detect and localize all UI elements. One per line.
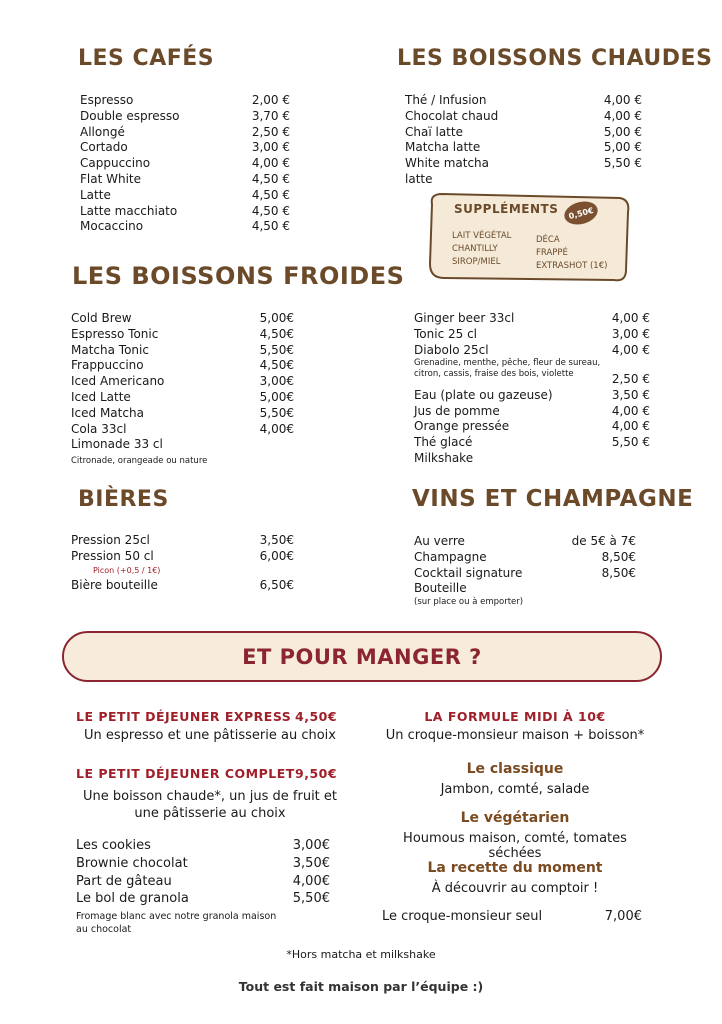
item-price: 2,50 € — [611, 372, 650, 386]
supplement-item: LAIT VÉGÉTAL — [452, 231, 512, 241]
item-price: 4,50 € — [251, 203, 290, 218]
item-name: Thé / Infusion — [405, 93, 487, 107]
menu-item — [405, 140, 642, 156]
menu-item — [80, 156, 290, 172]
item-price: 4,00 € — [611, 342, 650, 357]
menu-item — [71, 343, 294, 359]
supplement-item: SIROP/MIEL — [452, 257, 501, 267]
item-price: 8,50€ — [601, 565, 636, 580]
item-name: Espresso — [80, 93, 134, 107]
vege-desc: Houmous maison, comté, tomates séchées — [403, 831, 627, 861]
item-name: Eau (plate ou gazeuse) — [414, 387, 553, 402]
item-name: Pression 25cl — [71, 533, 150, 547]
menu-item — [405, 156, 642, 172]
item-name: Iced Americano — [71, 374, 165, 389]
item-name: Latte macchiato — [80, 203, 178, 218]
item-price: 8,50€ — [601, 549, 636, 564]
froides-right-bottom — [414, 372, 650, 467]
item-name: Frappuccino — [71, 358, 144, 373]
supplement-item: EXTRASHOT (1€) — [536, 261, 608, 271]
menu-item — [71, 358, 294, 374]
item-price: 4,00 € — [251, 156, 290, 171]
item-name: Cold Brew — [71, 311, 132, 325]
item-price: 5,00 € — [603, 140, 642, 155]
complet-desc-line1: Une boisson chaude*, un jus de fruit et — [82, 789, 338, 804]
menu-item — [405, 125, 642, 141]
item-price: 3,00€ — [292, 838, 330, 853]
item-name: Cola 33cl — [71, 421, 127, 436]
menu-item — [76, 837, 330, 855]
supplements-title: SUPPLÉMENTS — [454, 202, 559, 216]
supplements-card — [424, 190, 634, 286]
item-price: de 5€ à 7€ — [571, 534, 636, 548]
bouteille-note: (sur place ou à emporter) — [414, 597, 524, 607]
biere-bouteille — [71, 578, 294, 594]
vege-title: Le végétarien — [460, 810, 570, 826]
midi-title: LA FORMULE MIDI À 10€ — [424, 709, 606, 724]
croque-seul — [382, 909, 642, 925]
complet-desc-line2: une pâtisserie au choix — [134, 806, 286, 821]
item-price: 4,50€ — [259, 326, 294, 341]
classique-desc: Jambon, comté, salade — [440, 782, 590, 797]
express-desc: Un espresso et une pâtisserie au choix — [84, 728, 336, 743]
complet-title: LE PETIT DÉJEUNER COMPLET — [76, 766, 295, 781]
item-price: 4,00 € — [611, 311, 650, 325]
item-price: 3,50€ — [292, 855, 330, 871]
item-price: 4,00 € — [603, 93, 642, 107]
menu-item — [405, 172, 642, 188]
supplements-price-badge: 0,50€ — [562, 198, 601, 228]
item-name: Chaï latte — [405, 124, 463, 139]
granola-note: Fromage blanc avec notre granola maison au chocolat — [76, 911, 277, 935]
item-price: 7,00€ — [604, 909, 642, 924]
item-name: White matcha — [405, 156, 490, 171]
item-name: Mocaccino — [80, 219, 144, 234]
item-name: Double espresso — [80, 108, 180, 123]
footnote: *Hors matcha et milkshake — [286, 948, 436, 961]
item-name: Thé glacé — [414, 435, 473, 450]
vins-list — [414, 534, 636, 597]
froides-title: LES BOISSONS FROIDES — [72, 262, 405, 290]
item-name: Ginger beer 33cl — [414, 311, 515, 325]
item-price: 3,50 € — [611, 387, 650, 402]
supplements-right — [536, 234, 607, 273]
menu-item — [71, 422, 294, 438]
item-price: 3,00 € — [251, 140, 290, 155]
footer: Tout est fait maison par l’équipe :) — [238, 979, 484, 994]
item-name: Cocktail signature — [414, 565, 523, 580]
item-price: 5,50€ — [259, 405, 294, 420]
food-banner-title: ET POUR MANGER ? — [242, 644, 482, 669]
supplement-item: CHANTILLY — [452, 244, 498, 254]
vins-title: VINS ET CHAMPAGNE — [412, 486, 694, 512]
biere-pression50 — [71, 549, 294, 565]
menu-item — [76, 855, 330, 873]
menu-item — [414, 451, 650, 467]
limonade-note: Citronade, orangeade ou nature — [71, 456, 208, 466]
menu-item — [414, 388, 650, 404]
item-name: Matcha latte — [405, 140, 481, 155]
menu-item — [414, 419, 650, 435]
item-price: 5,00€ — [259, 311, 294, 325]
menu-item — [76, 873, 330, 891]
item-name: Chocolat chaud — [405, 108, 499, 123]
diabolo-note: Grenadine, menthe, pêche, fleur de sureau, citron, cassis, fraise des bois, violette — [414, 358, 601, 379]
item-price: 4,00€ — [292, 873, 330, 889]
item-price: 3,70 € — [251, 108, 290, 123]
item-price: 3,00 € — [611, 326, 650, 341]
menu-item — [80, 204, 290, 220]
menu-item — [80, 219, 290, 235]
item-name: Les cookies — [76, 838, 151, 853]
item-price: 4,50 € — [251, 187, 290, 202]
menu-item — [414, 534, 636, 550]
froides-right-top — [414, 311, 650, 358]
menu-item — [405, 109, 642, 125]
cafes-list — [80, 93, 290, 235]
menu-item — [414, 327, 650, 343]
menu-item — [80, 125, 290, 141]
item-name: Iced Latte — [71, 389, 131, 404]
item-name: Matcha Tonic — [71, 342, 149, 357]
express-title: LE PETIT DÉJEUNER EXPRESS — [76, 709, 292, 724]
moment-title: La recette du moment — [427, 860, 603, 876]
picon-note: Picon (+0,5 / 1€) — [93, 566, 161, 575]
menu-item — [405, 93, 642, 109]
item-price: 5,50 € — [603, 156, 642, 171]
menu-item — [414, 404, 650, 420]
menu-item — [71, 374, 294, 390]
express-price: 4,50€ — [295, 709, 338, 724]
item-price: 4,50 € — [251, 171, 290, 186]
menu-item — [414, 372, 650, 388]
item-name: Milkshake — [414, 450, 474, 465]
item-price: 4,00 € — [603, 108, 642, 123]
item-price: 5,50€ — [259, 342, 294, 357]
complet-price: 9,50€ — [295, 766, 338, 781]
item-price: 4,50 € — [251, 219, 290, 234]
item-price: 4,00 € — [611, 419, 650, 434]
sweets-list — [76, 837, 330, 908]
menu-item — [80, 93, 290, 109]
supplements-left — [452, 230, 511, 269]
item-name: Le bol de granola — [76, 891, 189, 907]
item-name: Espresso Tonic — [71, 326, 159, 341]
item-price: 3,50€ — [259, 533, 294, 547]
midi-desc: Un croque-monsieur maison + boisson* — [385, 728, 645, 743]
item-price: 4,00€ — [259, 421, 294, 436]
menu-item — [414, 566, 636, 582]
item-price: 5,00€ — [259, 389, 294, 404]
menu-item — [71, 390, 294, 406]
menu-item — [414, 435, 650, 451]
menu-item — [71, 327, 294, 343]
chaudes-list — [405, 93, 642, 188]
item-price: 4,50€ — [259, 358, 294, 373]
menu-item — [414, 343, 650, 359]
bieres-title: BIÈRES — [78, 487, 169, 512]
item-price: 5,50 € — [611, 435, 650, 450]
item-name: Limonade 33 cl — [71, 437, 163, 452]
item-name: Part de gâteau — [76, 873, 172, 889]
item-name: Brownie chocolat — [76, 855, 188, 871]
item-name: Cortado — [80, 140, 128, 155]
item-name: Allongé — [80, 124, 125, 139]
item-name: Le croque-monsieur seul — [382, 909, 543, 924]
menu-item — [80, 109, 290, 125]
item-name: Diabolo 25cl — [414, 342, 489, 357]
item-name: Tonic 25 cl — [414, 326, 477, 341]
item-price: 5,50€ — [292, 891, 330, 907]
item-name: Champagne — [414, 549, 487, 564]
item-name: Iced Matcha — [71, 405, 144, 420]
item-price: 6,00€ — [259, 549, 294, 563]
item-name: latte — [405, 171, 433, 186]
cafes-title: LES CAFÉS — [78, 46, 215, 71]
chaudes-title: LES BOISSONS CHAUDES — [397, 46, 713, 71]
item-price: 3,00€ — [259, 374, 294, 389]
menu-item — [76, 890, 330, 908]
item-price: 5,00 € — [603, 124, 642, 139]
supplement-item: DÉCA — [536, 235, 560, 245]
item-name: Jus de pomme — [414, 403, 500, 418]
item-price: 4,00 € — [611, 403, 650, 418]
moment-desc: À découvrir au comptoir ! — [431, 881, 599, 896]
menu-item — [80, 140, 290, 156]
menu-item — [414, 550, 636, 566]
item-price: 2,50 € — [251, 124, 290, 139]
menu-item — [71, 437, 294, 453]
item-name: Bière bouteille — [71, 578, 158, 592]
item-name: Cappuccino — [80, 156, 151, 171]
item-name: Orange pressée — [414, 419, 510, 434]
item-name: Latte — [80, 187, 111, 202]
item-name: Flat White — [80, 171, 142, 186]
item-name: Au verre — [414, 534, 465, 548]
item-name: Bouteille — [414, 581, 467, 596]
biere-pression25 — [71, 533, 294, 549]
item-price: 2,00 € — [251, 93, 290, 107]
menu-item — [414, 581, 636, 597]
menu-item — [71, 311, 294, 327]
supplement-item: FRAPPÉ — [536, 248, 568, 258]
froides-left-list — [71, 311, 294, 453]
food-banner — [62, 631, 662, 682]
menu-item — [414, 311, 650, 327]
item-price: 6,50€ — [259, 578, 294, 592]
complet-desc — [76, 788, 344, 822]
classique-title: Le classique — [466, 761, 564, 777]
item-name: Pression 50 cl — [71, 549, 154, 563]
menu-item — [80, 172, 290, 188]
menu-item — [80, 188, 290, 204]
menu-item — [71, 406, 294, 422]
